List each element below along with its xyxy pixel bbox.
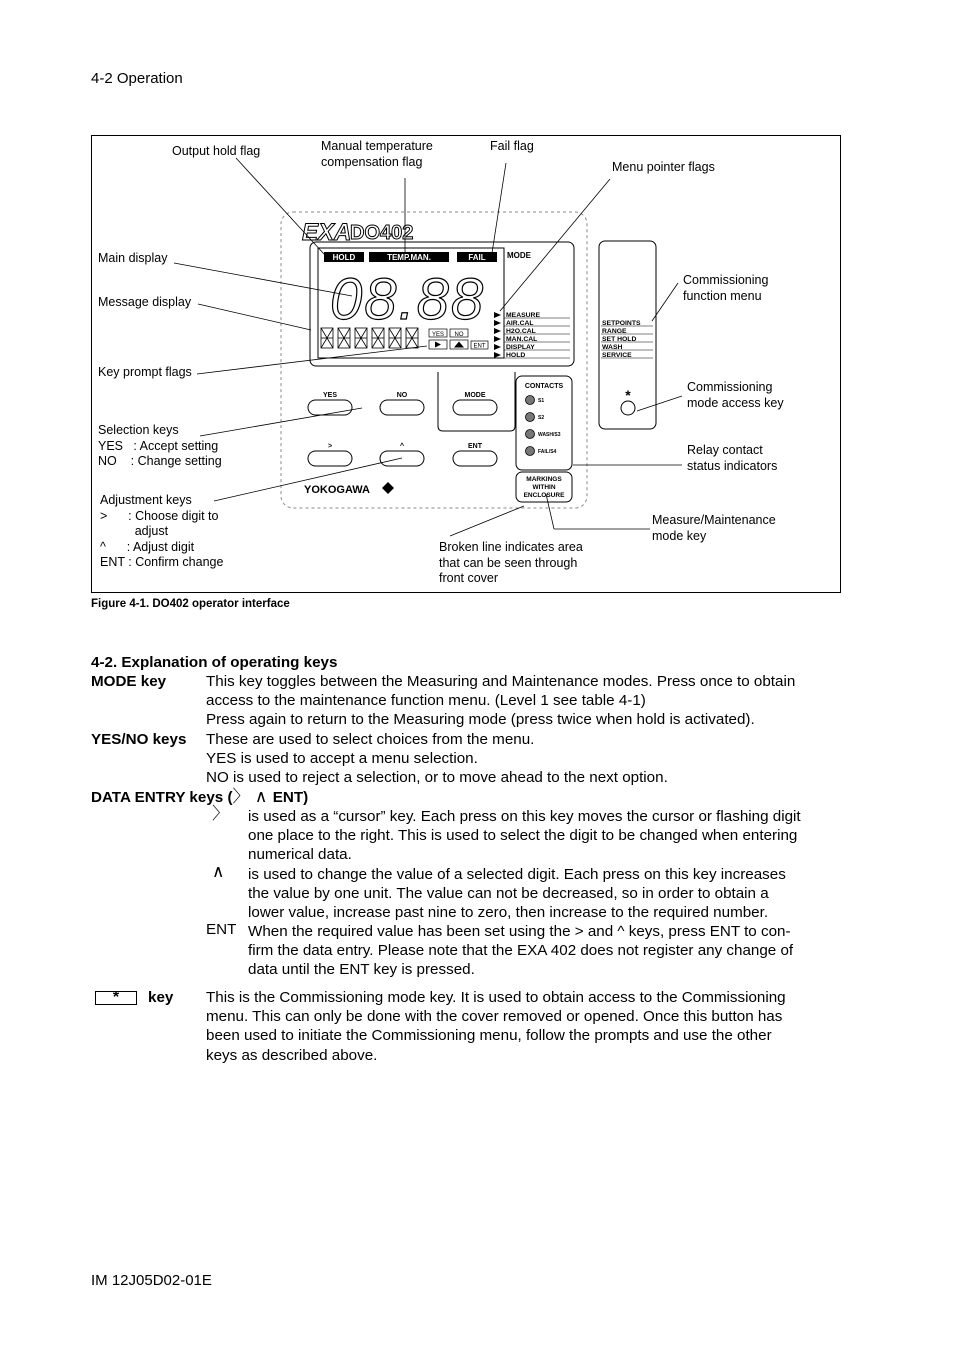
figure-caption: Figure 4-1. DO402 operator interface [91, 598, 290, 610]
mode-flag-text: MODE [507, 251, 531, 260]
mode-key [453, 400, 497, 415]
right-key-label: > [327, 443, 333, 450]
up-key-line: the value by one unit. The value can not be decreased, so in order to obtain a [248, 885, 769, 903]
no-key-label: NO [396, 392, 408, 399]
commissioning-item: SET HOLD [602, 336, 637, 343]
markings-line: ENCLOSURE [523, 492, 565, 499]
menu-pointer-icon [494, 352, 501, 358]
up-key-line: lower value, increase past nine to zero, then increase to the required number. [248, 904, 769, 922]
mode-key-line: This key toggles between the Measuring and Maintenance modes. Press once to obtain [206, 673, 796, 690]
ent-key-description [248, 922, 848, 980]
page-footer: IM 12J05D02-01E [91, 1272, 212, 1289]
callout-relay-contact: Relay contact status indicators [687, 443, 778, 473]
commissioning-item: RANGE [602, 328, 627, 335]
ent-key-line: data until the ENT key is pressed. [248, 961, 475, 979]
data-entry-term [91, 788, 308, 807]
up-arrow-icon: ∧ [212, 862, 225, 882]
commissioning-item: WASH [602, 344, 623, 351]
svg-text:DO402: DO402 [350, 222, 414, 244]
menu-item: MAN.CAL [506, 336, 538, 343]
ent-key-line: firm the data entry. Please note that the EXA 402 does not register any change of [248, 942, 794, 960]
callout-commissioning-menu: Commissioning function menu [683, 273, 769, 303]
ent-key-line: When the required value has been set using the > and ^ keys, press ENT to con- [248, 923, 791, 940]
keypad [308, 392, 497, 466]
callout-manual-temp: Manual temperature compensation flag [321, 139, 433, 169]
menu-pointer-list [494, 312, 570, 359]
up-key-line: is used to change the value of a selected digit. Each press on this key increases [248, 866, 786, 883]
right-arrow-icon: 〉 [212, 804, 229, 824]
prompt-up-icon [454, 342, 464, 348]
svg-text:EXA: EXA [302, 219, 352, 246]
contact-led [526, 396, 535, 405]
prompt-yes-text: YES [431, 332, 445, 338]
callout-key-prompt: Key prompt flags [98, 365, 192, 379]
up-key-label: ^ [399, 443, 405, 450]
markings-line: WITHIN [532, 484, 556, 491]
fail-flag-text: FAIL [468, 253, 486, 262]
right-key-line: is used as a “cursor” key. Each press on this key moves the cursor or flashing digit [248, 808, 801, 825]
message-char [321, 328, 333, 348]
hold-flag-text: HOLD [332, 253, 356, 262]
contact-label: FAIL/S4 [538, 449, 557, 455]
menu-pointer-icon [494, 344, 501, 350]
star-key-term: key [148, 989, 174, 1006]
right-key [308, 451, 352, 466]
ent-key-label: ENT [468, 443, 482, 450]
markings-line: MARKINGS [526, 476, 562, 483]
callout-adjustment-keys: Adjustment keys > : Choose digit to adjust ^ : Adjust digit ENT : Confirm change [100, 493, 224, 569]
star-key-line: This is the Commissioning mode key. It is used to obtain access to the Commissioning [206, 989, 786, 1006]
temp-man-flag-text: TEMP.MAN. [387, 253, 431, 262]
menu-pointer-icon [494, 320, 501, 326]
star-key-box: * [95, 991, 137, 1005]
callout-main-display: Main display [98, 251, 168, 265]
up-key-description [248, 865, 848, 923]
callout-broken-line: Broken line indicates area that can be seen through front cover [439, 540, 583, 585]
star-key-glyph: * [625, 387, 631, 403]
yokogawa-diamond-icon [382, 482, 394, 494]
menu-item: AIR.CAL [506, 320, 534, 327]
menu-pointer-icon [494, 328, 501, 334]
up-key [380, 451, 424, 466]
star-key-line: keys as described above. [206, 1046, 378, 1064]
prompt-ent-text: ENT [473, 343, 486, 350]
star-key-line: been used to initiate the Commissioning menu, follow the prompts and use the other [206, 1027, 772, 1045]
callout-message-display: Message display [98, 295, 192, 309]
yesno-line: YES is used to accept a menu selection. [206, 750, 478, 768]
callout-selection-keys: Selection keys YES : Accept setting NO : Change setting [98, 423, 222, 468]
right-key-line: numerical data. [248, 846, 352, 864]
mode-key-line: Press again to return to the Measuring mode (press twice when hold is activated). [206, 711, 755, 729]
star-key-description [206, 988, 846, 1065]
commissioning-item: SETPOINTS [602, 320, 641, 327]
contact-label: S2 [538, 415, 545, 421]
prompt-right-icon [435, 342, 441, 348]
main-display-digits: 08.88 [330, 267, 486, 332]
right-key-description [248, 807, 848, 865]
menu-item: MEASURE [506, 312, 540, 319]
contact-led [526, 447, 535, 456]
data-entry-term-suffix: ENT) [272, 789, 309, 806]
callout-measure-key: Measure/Maintenance mode key [652, 513, 776, 543]
contacts-title: CONTACTS [524, 383, 564, 390]
yokogawa-brand: YOKOGAWA [304, 484, 371, 496]
right-key-line: one place to the right. This is used to select the digit to be changed when entering [248, 827, 798, 845]
contact-label: WASH/S3 [538, 432, 561, 438]
menu-item: HOLD [506, 352, 526, 359]
section-heading: 4-2. Explanation of operating keys [91, 654, 338, 671]
menu-item: DISPLAY [506, 344, 535, 351]
yesno-line: NO is used to reject a selection, or to move ahead to the next option. [206, 769, 668, 787]
contact-label: S1 [538, 398, 545, 404]
contacts-panel [516, 376, 572, 470]
commissioning-key [621, 401, 635, 415]
mode-key-label: MODE [464, 392, 486, 399]
commissioning-item: SERVICE [602, 352, 632, 359]
mode-key-description [206, 672, 846, 730]
no-key [380, 400, 424, 415]
contact-led [526, 413, 535, 422]
yes-key [308, 400, 352, 415]
yesno-line: These are used to select choices from the menu. [206, 731, 535, 748]
page-header: 4-2 Operation [91, 70, 183, 87]
yesno-key-term: YES/NO keys [91, 731, 187, 748]
mode-key-recess [438, 372, 515, 431]
callout-output-hold: Output hold flag [172, 144, 261, 158]
commissioning-menu-list [601, 320, 653, 359]
right-symbol-icon: 〉 ∧ [232, 787, 273, 807]
star-key-line: menu. This can only be done with the cover removed or opened. Once this button has [206, 1008, 783, 1026]
yes-key-label: YES [322, 392, 338, 399]
markings-text [524, 476, 565, 499]
callout-fail-flag: Fail flag [490, 139, 534, 153]
ent-key [453, 451, 497, 466]
menu-pointer-icon [494, 336, 501, 342]
callout-commissioning-key: Commissioning mode access key [687, 380, 784, 410]
yesno-key-description [206, 730, 846, 788]
operator-interface-figure [91, 135, 841, 593]
contact-led [526, 430, 535, 439]
callout-menu-pointer: Menu pointer flags [612, 160, 715, 174]
contact-indicators [526, 396, 561, 456]
prompt-no-text: NO [454, 332, 464, 338]
mode-key-line: access to the maintenance function menu. (Level 1 see table 4-1) [206, 692, 646, 710]
menu-pointer-icon [494, 312, 501, 318]
menu-item: H2O.CAL [506, 328, 536, 335]
ent-key-label: ENT [206, 921, 237, 938]
data-entry-term-prefix: DATA ENTRY keys ( [91, 789, 233, 806]
mode-key-term: MODE key [91, 673, 167, 690]
